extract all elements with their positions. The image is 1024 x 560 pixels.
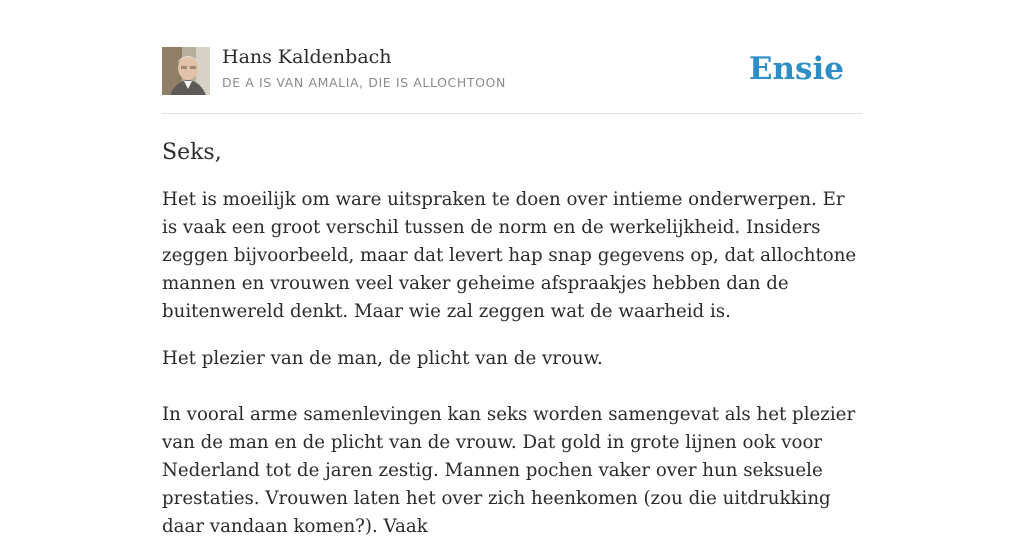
- article-paragraph: Het is moeilijk om ware uitspraken te doen over intieme onderwerpen. Er is vaak een groot verschil tussen de norm en de werkelijkheid. Insiders zeggen bijvoorbeeld, maar dat levert hap snap gegevens op, dat allochtone mannen en vrouwen veel vaker geheime afspraakjes hebben dan de buitenwereld denkt. Maar wie zal zeggen wat de waarheid is.: [162, 189, 857, 322]
- author-name[interactable]: Hans Kaldenbach: [222, 46, 392, 68]
- brand-logo[interactable]: Ensie: [748, 51, 844, 87]
- author-subtitle: DE A IS VAN AMALIA, DIE IS ALLOCHTOON: [222, 75, 506, 90]
- article-greeting: Seks,: [162, 140, 222, 165]
- article-paragraph: Het plezier van de man, de plicht van de vrouw.: [162, 348, 603, 369]
- header-divider: [162, 113, 862, 114]
- article-paragraph: In vooral arme samenlevingen kan seks worden samengevat als het plezier van de man en de plicht van de vrouw. Dat gold in grote lijnen ook voor Nederland tot de jaren zestig. Mannen pochen vaker over hun seksuele prestaties. Vrouwen laten het over zich heenkomen (zou die uitdrukking daar vandaan komen?). Vaak: [162, 404, 856, 537]
- article-body: [162, 136, 862, 560]
- avatar[interactable]: [162, 47, 210, 95]
- avatar-photo: [162, 47, 210, 95]
- author-header: [162, 46, 862, 96]
